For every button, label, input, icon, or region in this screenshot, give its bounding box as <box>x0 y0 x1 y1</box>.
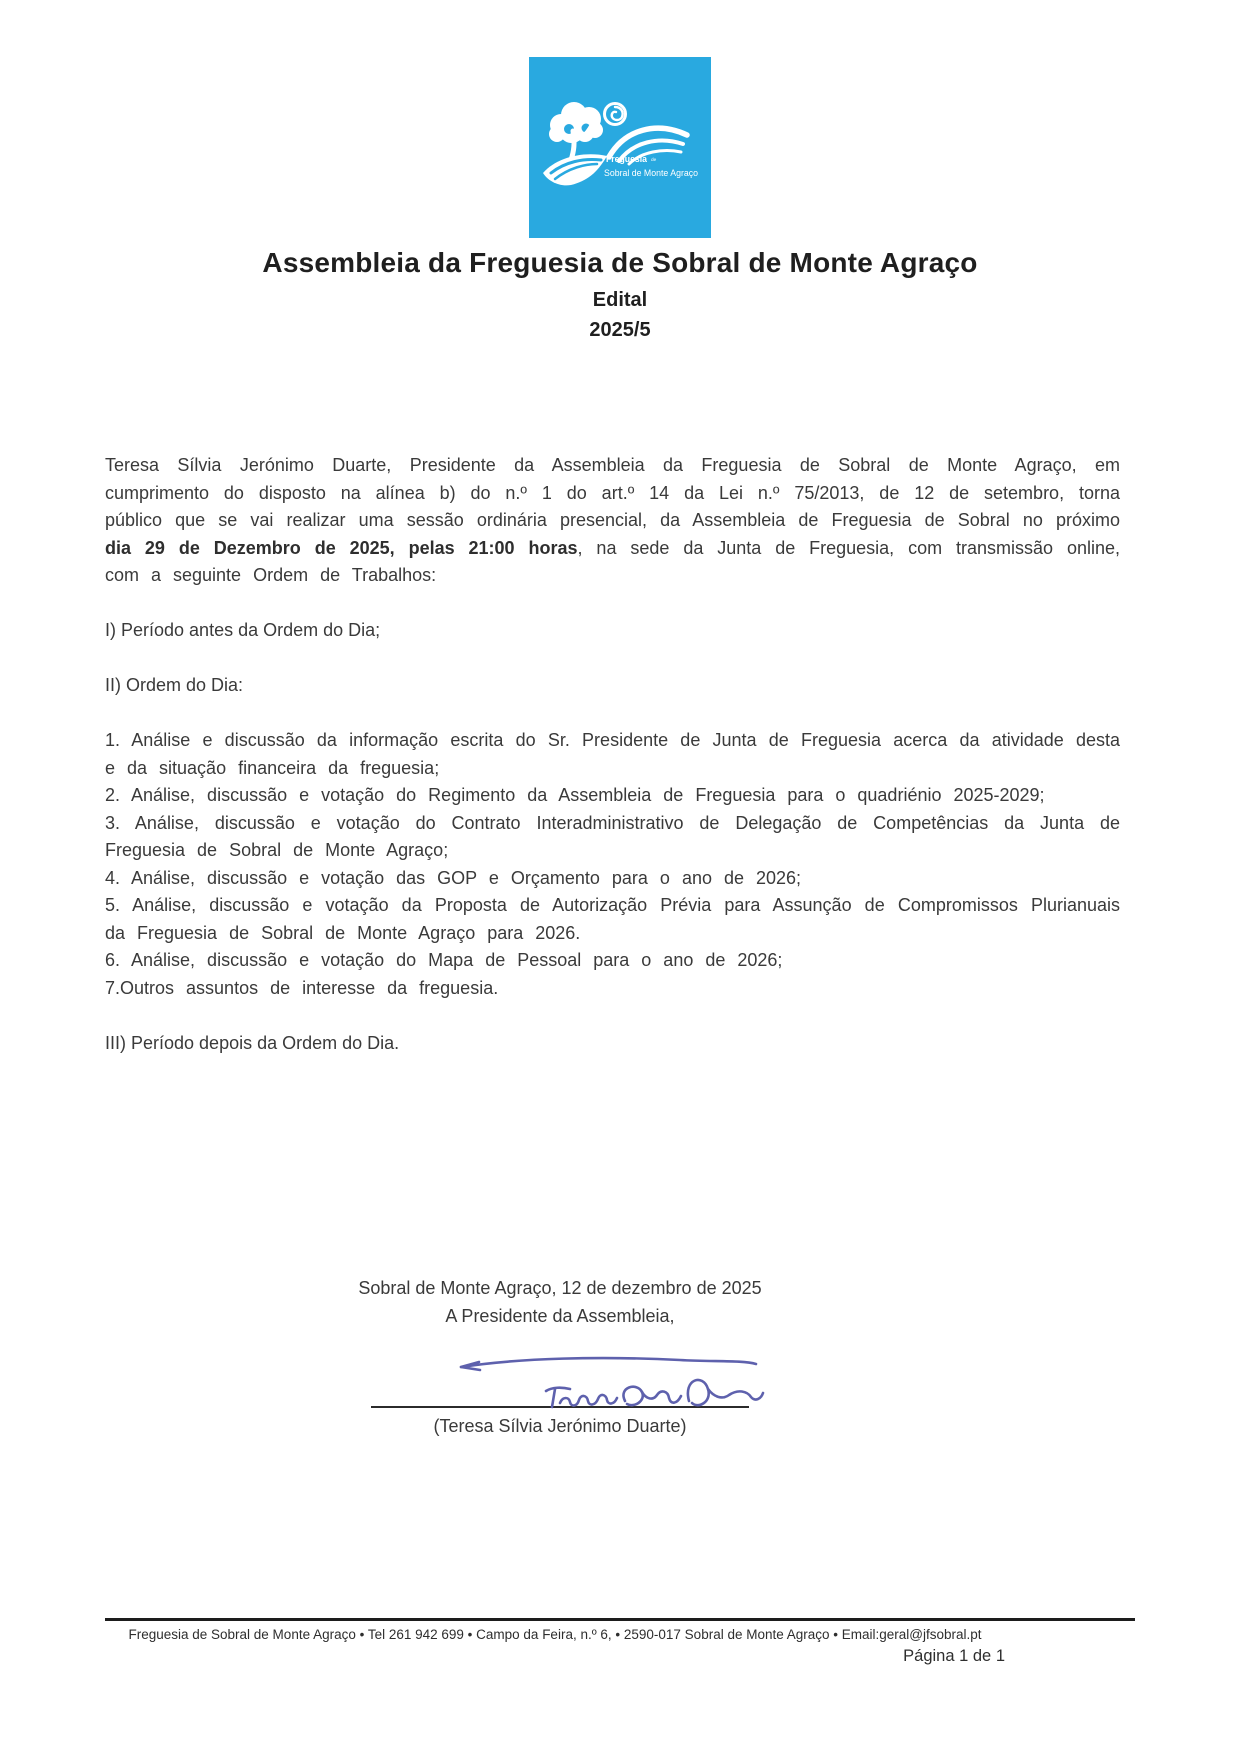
signature-area <box>105 1355 1015 1441</box>
intro-text-pre: Teresa Sílvia Jerónimo Duarte, Presidente da Assembleia da Freguesia de Sobral de Monte Agraço, em cumprimento do disposto na alínea b) do n.º 1 do art.º 14 da Lei n.º 75/2013, de 12 de setembro, torna público que se vai realizar uma sessão ordinária presencial, da Assembleia de Freguesia de Sobral no próximo <box>105 455 1120 530</box>
intro-paragraph <box>105 452 1120 590</box>
logo-wordmark-de: de <box>651 158 657 163</box>
document-body <box>105 452 1120 1057</box>
signature-ink <box>461 1358 763 1407</box>
edital-number: 2025/5 <box>589 319 651 341</box>
session-datetime: dia 29 de Dezembro de 2025, pelas 21:00 horas <box>105 537 578 558</box>
section-heading-i: I) Período antes da Ordem do Dia; <box>105 620 381 640</box>
page-footer <box>105 1618 1135 1666</box>
footer-contact: Freguesia de Sobral de Monte Agraço • Tel 261 942 699 • Campo da Feira, n.º 6, • 2590-017 Sobral de Monte Agraço • Email:geral@jfsobral.pt <box>128 1627 982 1642</box>
agenda-item: 3. Análise, discussão e votação do Contrato Interadministrativo de Delegação de Competências da Junta de Freguesia de Sobral de Monte Agraço; <box>105 812 1120 860</box>
logo-wordmark-sub: Sobral de Monte Agraço <box>604 168 699 178</box>
edital-subtitle: Edital <box>592 289 648 311</box>
logo-wordmark-main: Freguesia <box>606 154 648 165</box>
signatory-name: (Teresa Sílvia Jerónimo Duarte) <box>433 1416 687 1436</box>
intro-text-post: , na sede da Junta de Freguesia, com transmissão online, com a seguinte Ordem de Trabalhos: <box>105 537 1120 585</box>
agenda-item: 7.Outros assuntos de interesse da freguesia. <box>105 977 499 998</box>
agenda-item: 4. Análise, discussão e votação das GOP e Orçamento para o ano de 2026; <box>105 867 802 888</box>
agenda-item: 1. Análise e discussão da informação escrita do Sr. Presidente de Junta de Freguesia acerca da atividade desta e da situação financeira da freguesia; <box>105 730 1120 778</box>
agenda-list <box>105 727 1120 1002</box>
agenda-item: 5. Análise, discussão e votação da Proposta de Autorização Prévia para Assunção de Compromissos Plurianuais da Freguesia de Sobral de Monte Agraço para 2026. <box>105 895 1120 943</box>
place-date: Sobral de Monte Agraço, 12 de dezembro de 2025 <box>358 1278 762 1298</box>
agenda-item: 2. Análise, discussão e votação do Regimento da Assembleia de Freguesia para o quadriénio 2025-2029; <box>105 785 1045 805</box>
closing-block <box>105 1275 1015 1441</box>
section-heading-iii: III) Período depois da Ordem do Dia. <box>105 1032 400 1053</box>
org-logo <box>529 57 711 238</box>
section-heading-ii: II) Ordem do Dia: <box>105 675 244 695</box>
page-indicator: Página 1 de 1 <box>903 1647 1005 1665</box>
footer-rule <box>105 1618 1135 1621</box>
signature-line <box>371 1406 749 1408</box>
logo-background <box>529 57 711 238</box>
handwritten-signature <box>350 1355 770 1413</box>
org-logo-graphic <box>529 57 711 238</box>
signatory-role: A Presidente da Assembleia, <box>445 1305 675 1326</box>
agenda-item: 6. Análise, discussão e votação do Mapa de Pessoal para o ano de 2026; <box>105 950 783 970</box>
page-title: Assembleia da Freguesia de Sobral de Monte Agraço <box>262 247 978 278</box>
